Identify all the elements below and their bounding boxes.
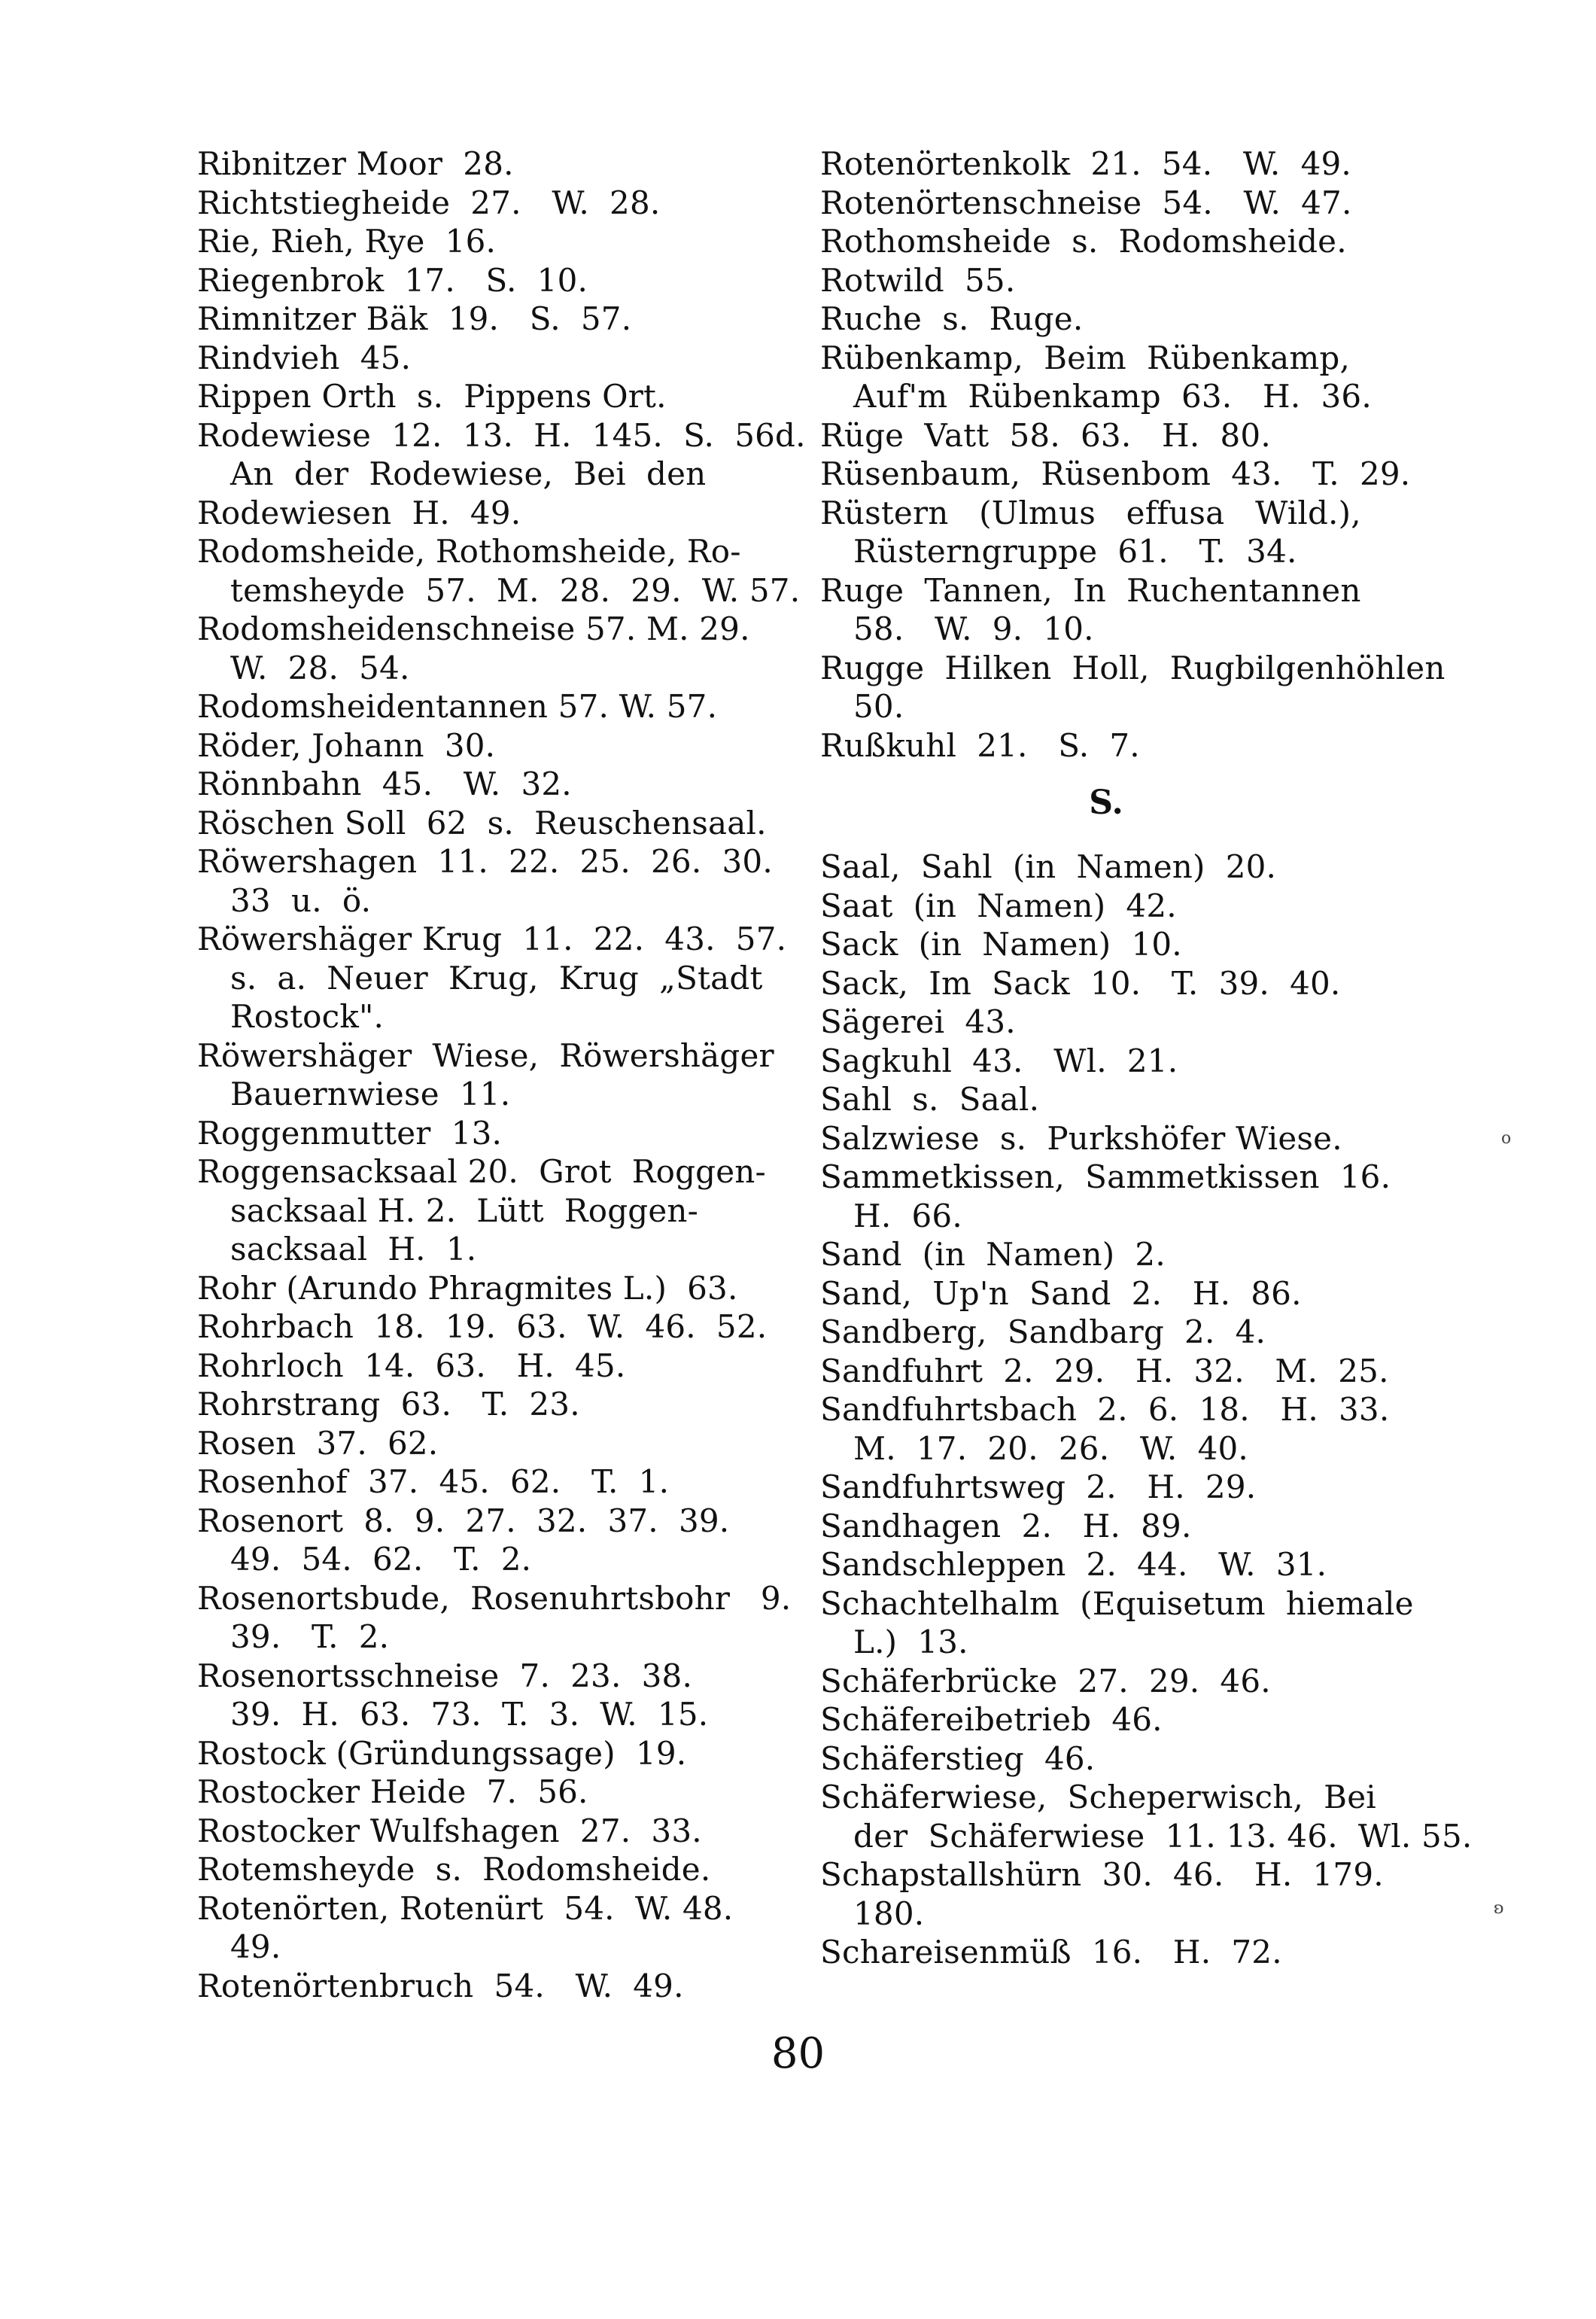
index-entry: Sagkuhl 43. Wl. 21. [820,1042,1178,1079]
index-entry: Sandfuhrtsweg 2. H. 29. [820,1468,1257,1505]
index-entry-continuation: 33 u. ö. [230,881,372,919]
index-entry: Riegenbrok 17. S. 10. [197,261,588,299]
index-entry-continuation: 39. H. 63. 73. T. 3. W. 15. [230,1696,709,1733]
index-entry: Rippen Orth s. Pippens Ort. [197,378,667,415]
index-entry: Schapstallshürn 30. 46. H. 179. [820,1856,1384,1893]
index-entry-continuation: der Schäferwiese 11. 13. 46. Wl. 55. [853,1817,1473,1855]
index-entry: Sack (in Namen) 10. [820,926,1182,963]
index-entry: Röwershäger Wiese, Röwershäger [197,1036,774,1074]
section-heading: S. [1089,784,1123,822]
index-entry: Rostock (Gründungssage) 19. [197,1734,687,1772]
index-entry: Rotenörtenbruch 54. W. 49. [197,1967,684,2004]
index-entry: Sack, Im Sack 10. T. 39. 40. [820,964,1341,1002]
index-entry: Röschen Soll 62 s. Reuschensaal. [197,804,767,841]
index-entry: Röwershagen 11. 22. 25. 26. 30. [197,843,773,880]
index-entry: Sammetkissen, Sammetkissen 16. [820,1158,1391,1195]
margin-mark: ʚ [1494,1899,1504,1918]
index-entry: Rüstern (Ulmus effusa Wild.), [820,494,1361,531]
index-entry: Rodewiese 12. 13. H. 145. S. 56d. [197,416,806,454]
index-entry: Ribnitzer Moor 28. [197,145,514,182]
index-entry: Schäferstieg 46. [820,1739,1096,1777]
page-number: 80 [771,2029,825,2078]
index-entry: Schäfereibetrieb 46. [820,1701,1163,1738]
index-entry-continuation: 49. [230,1928,281,1965]
index-entry-continuation: Rostock". [230,998,385,1035]
margin-dot: o [1501,1129,1512,1148]
index-entry-continuation: 39. T. 2. [230,1618,390,1655]
index-entry: Rodomsheidentannen 57. W. 57. [197,688,718,725]
index-entry: Rimnitzer Bäk 19. S. 57. [197,300,632,337]
index-entry: Sahl s. Saal. [820,1081,1040,1118]
index-entry-continuation: 49. 54. 62. T. 2. [230,1541,532,1578]
index-entry: Sandschleppen 2. 44. W. 31. [820,1546,1327,1583]
index-entry: Salzwiese s. Purkshöfer Wiese. [820,1119,1342,1157]
index-entry: Rodomsheidenschneise 57. M. 29. [197,610,750,647]
index-entry: Roggenmutter 13. [197,1114,503,1152]
index-entry: Roggensacksaal 20. Grot Roggen- [197,1153,766,1190]
index-entry-continuation: Rüsterngruppe 61. T. 34. [853,533,1297,570]
index-entry-continuation: temsheyde 57. M. 28. 29. W. 57. [230,571,801,609]
index-entry-continuation: 58. W. 9. 10. [853,610,1094,647]
index-entry: Rosenortsbude, Rosenuhrtsbohr 9. [197,1579,792,1617]
index-entry: Rugge Hilken Holl, Rugbilgenhöhlen [820,649,1446,686]
left-column [197,145,874,2005]
index-entry: Ruche s. Ruge. [820,300,1084,337]
index-entry-continuation: sacksaal H. 2. Lütt Roggen- [230,1191,699,1229]
index-entry: Rotwild 55. [820,261,1016,299]
index-entry: Schäferbrücke 27. 29. 46. [820,1662,1271,1700]
index-entry-continuation: sacksaal H. 1. [230,1231,477,1268]
index-entry-continuation: Auf'm Rübenkamp 63. H. 36. [853,378,1372,415]
index-entry: Sandberg, Sandbarg 2. 4. [820,1313,1266,1350]
index-entry: Rußkuhl 21. S. 7. [820,726,1140,764]
index-entry: Rüge Vatt 58. 63. H. 80. [820,416,1271,454]
index-entry: Rohr (Arundo Phragmites L.) 63. [197,1269,738,1307]
index-entry: Röwershäger Krug 11. 22. 43. 57. [197,921,787,957]
index-entry: Rohrloch 14. 63. H. 45. [197,1347,626,1384]
index-entry: Rotemsheyde s. Rodomsheide. [197,1851,711,1888]
index-entry: Rodewiesen H. 49. [197,494,521,531]
right-column [820,145,1497,1972]
index-entry: Ruge Tannen, In Ruchentannen [820,571,1361,609]
index-entry: Rothomsheide s. Rodomsheide. [820,223,1347,260]
right-column-s-entries [820,848,1497,1972]
index-entry: Saal, Sahl (in Namen) 20. [820,848,1277,885]
index-entry: Rotenörtenkolk 21. 54. W. 49. [820,145,1351,182]
index-entry: Sand (in Namen) 2. [820,1236,1166,1273]
index-entry: Rohrstrang 63. T. 23. [197,1386,580,1423]
index-entry: Richtstiegheide 27. W. 28. [197,184,661,221]
index-entry: Sandhagen 2. H. 89. [820,1507,1192,1544]
index-entry: Schachtelhalm (Equisetum hiemale [820,1584,1414,1622]
index-entry: Röder, Johann 30. [197,726,496,764]
index-entry: Sand, Up'n Sand 2. H. 86. [820,1274,1302,1312]
index-entry: Rosenortsschneise 7. 23. 38. [197,1657,692,1694]
index-entry-continuation: Bauernwiese 11. [230,1076,511,1112]
index-entry: Rosen 37. 62. [197,1424,439,1462]
index-entry: Rostocker Heide 7. 56. [197,1773,588,1810]
index-entry: Rübenkamp, Beim Rübenkamp, [820,339,1351,376]
index-entry-continuation: s. a. Neuer Krug, Krug „Stadt [230,959,763,997]
index-entry: Rie, Rieh, Rye 16. [197,223,497,260]
index-entry: Sandfuhrt 2. 29. H. 32. M. 25. [820,1352,1389,1389]
index-entry: Saat (in Namen) 42. [820,887,1177,924]
index-entry-continuation: An der Rodewiese, Bei den [230,455,707,492]
index-entry: Schareisenmüß 16. H. 72. [820,1934,1282,1971]
index-entry: Rüsenbaum, Rüsenbom 43. T. 29. [820,455,1411,492]
index-entry: Rosenhof 37. 45. 62. T. 1. [197,1463,670,1500]
index-entry: Rosenort 8. 9. 27. 32. 37. 39. [197,1502,730,1539]
index-entry: Rostocker Wulfshagen 27. 33. [197,1812,702,1849]
index-entry: Schäferwiese, Scheperwisch, Bei [820,1779,1376,1815]
index-entry-continuation: W. 28. 54. [230,649,410,686]
right-column-r-entries [820,145,1497,765]
index-entry-continuation: 50. [853,688,904,725]
index-entry-continuation: 180. [853,1894,925,1932]
index-entry-continuation: H. 66. [853,1197,962,1234]
index-entry-continuation: M. 17. 20. 26. W. 40. [853,1429,1248,1467]
index-entry: Rönnbahn 45. W. 32. [197,765,572,802]
index-entry: Sandfuhrtsbach 2. 6. 18. H. 33. [820,1391,1390,1428]
index-entry-continuation: L.) 13. [853,1624,968,1660]
index-entry: Rotenörten, Rotenürt 54. W. 48. [197,1889,734,1927]
index-entry: Rohrbach 18. 19. 63. W. 46. 52. [197,1308,768,1345]
index-entry: Rotenörtenschneise 54. W. 47. [820,184,1352,221]
index-entry: Rodomsheide, Rothomsheide, Ro- [197,533,741,570]
index-entry: Sägerei 43. [820,1003,1016,1040]
index-entry: Rindvieh 45. [197,339,412,376]
